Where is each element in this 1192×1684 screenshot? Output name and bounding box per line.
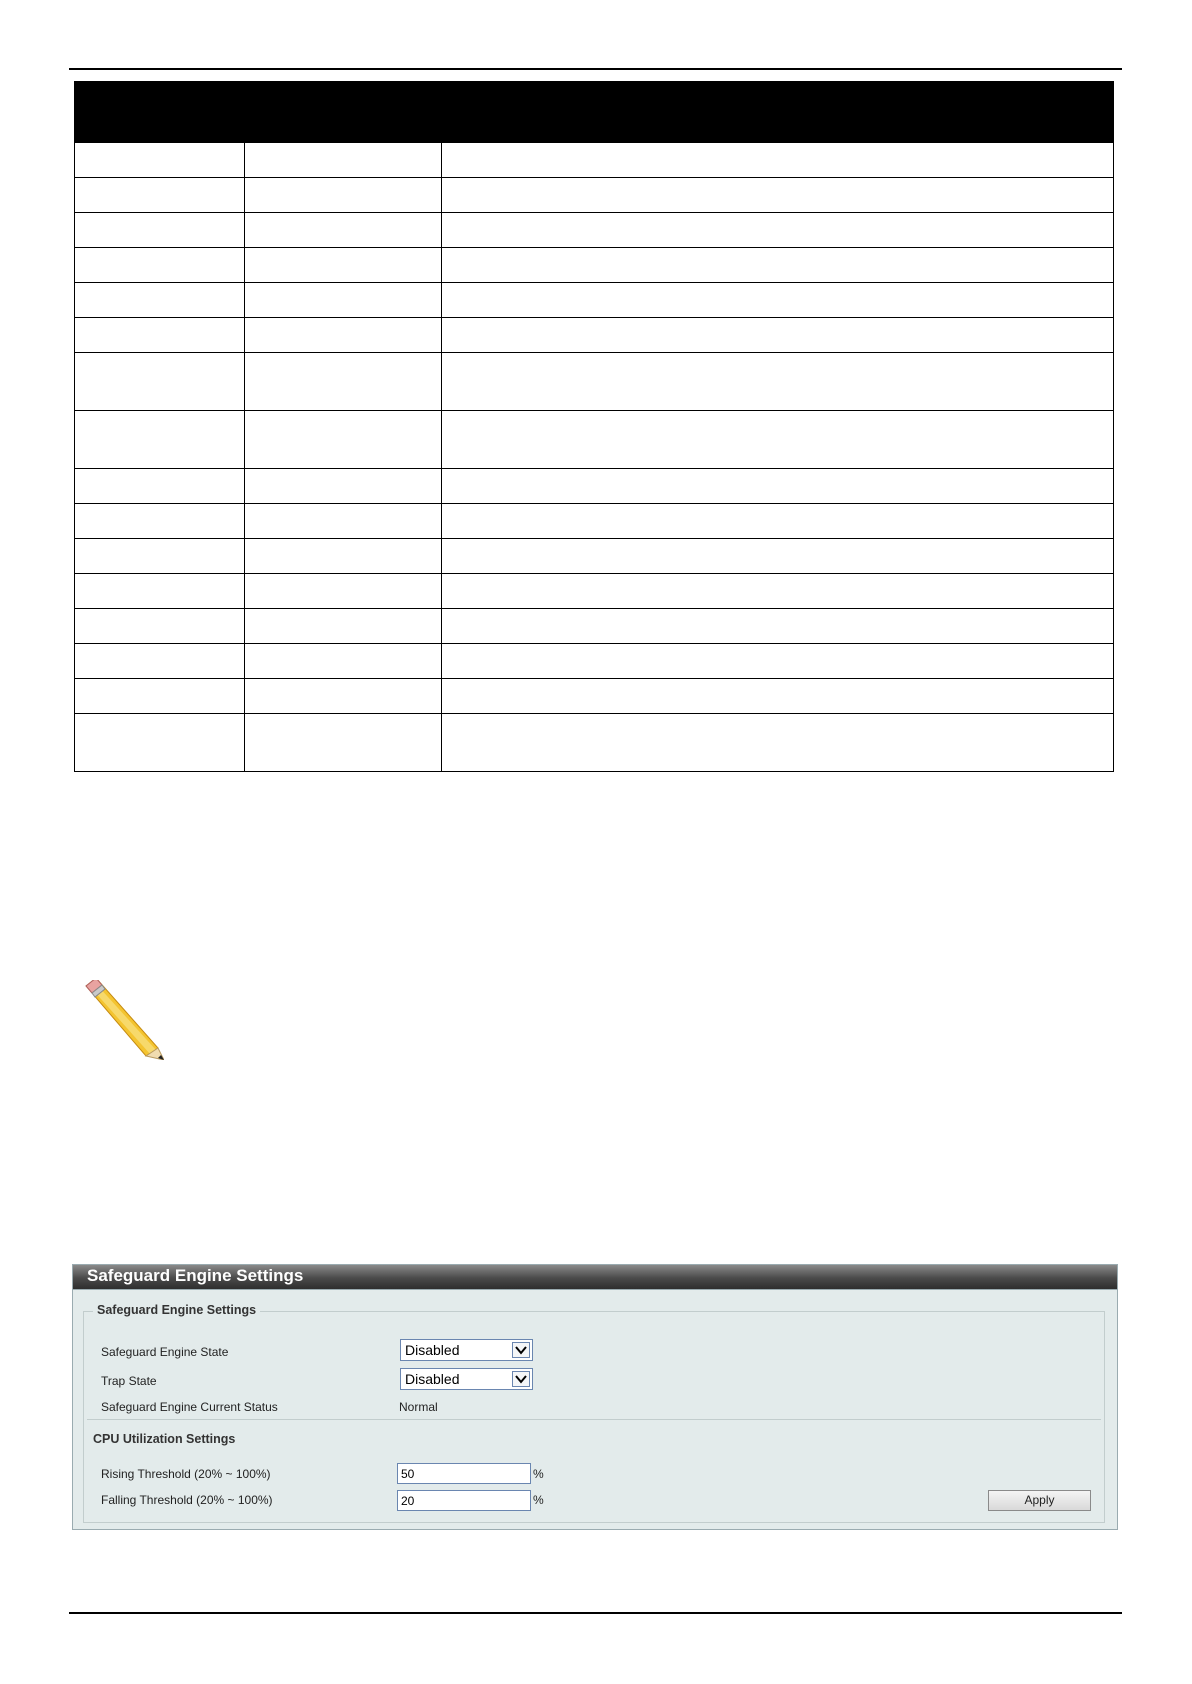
table-row: [75, 504, 1114, 539]
table-row: [75, 178, 1114, 213]
trap-state-select[interactable]: [400, 1368, 533, 1390]
rising-threshold-unit: %: [533, 1467, 544, 1481]
current-status-value: Normal: [399, 1400, 438, 1414]
table-row: [75, 714, 1114, 772]
engine-state-label: Safeguard Engine State: [101, 1345, 229, 1359]
panel-title: Safeguard Engine Settings: [87, 1266, 304, 1285]
table-row: [75, 248, 1114, 283]
trap-state-label: Trap State: [101, 1374, 157, 1388]
section-divider: [87, 1419, 1101, 1420]
table-row: [75, 574, 1114, 609]
table-row: [75, 644, 1114, 679]
panel-title-bar: [73, 1265, 1117, 1290]
rising-threshold-input[interactable]: [397, 1463, 531, 1484]
pencil-icon: [84, 980, 164, 1060]
trap-state-value: Disabled: [405, 1371, 460, 1387]
cpu-utilization-heading: CPU Utilization Settings: [93, 1432, 236, 1446]
header-rule: [69, 68, 1122, 70]
safeguard-engine-panel: [72, 1264, 1118, 1530]
engine-state-select[interactable]: [400, 1339, 533, 1361]
table-row: [75, 318, 1114, 353]
table-row: [75, 283, 1114, 318]
table-row: [75, 679, 1114, 714]
table-row: [75, 609, 1114, 644]
falling-threshold-input[interactable]: [397, 1490, 531, 1511]
table-header-row: [75, 82, 1114, 143]
table-row: [75, 411, 1114, 469]
current-status-label: Safeguard Engine Current Status: [101, 1400, 278, 1414]
rising-threshold-label: Rising Threshold (20% ~ 100%): [101, 1467, 271, 1481]
table-row: [75, 143, 1114, 178]
apply-button[interactable]: Apply: [988, 1490, 1091, 1511]
footer-rule: [69, 1612, 1122, 1614]
table-row: [75, 469, 1114, 504]
table-row: [75, 539, 1114, 574]
falling-threshold-unit: %: [533, 1493, 544, 1507]
engine-state-value: Disabled: [405, 1342, 460, 1358]
table-row: [75, 213, 1114, 248]
fieldset-legend: Safeguard Engine Settings: [93, 1303, 260, 1317]
fieldset-box: [83, 1311, 1105, 1523]
chevron-down-icon[interactable]: [512, 1371, 530, 1387]
data-table: [74, 81, 1114, 772]
chevron-down-icon[interactable]: [512, 1342, 530, 1358]
table-row: [75, 353, 1114, 411]
falling-threshold-label: Falling Threshold (20% ~ 100%): [101, 1493, 273, 1507]
